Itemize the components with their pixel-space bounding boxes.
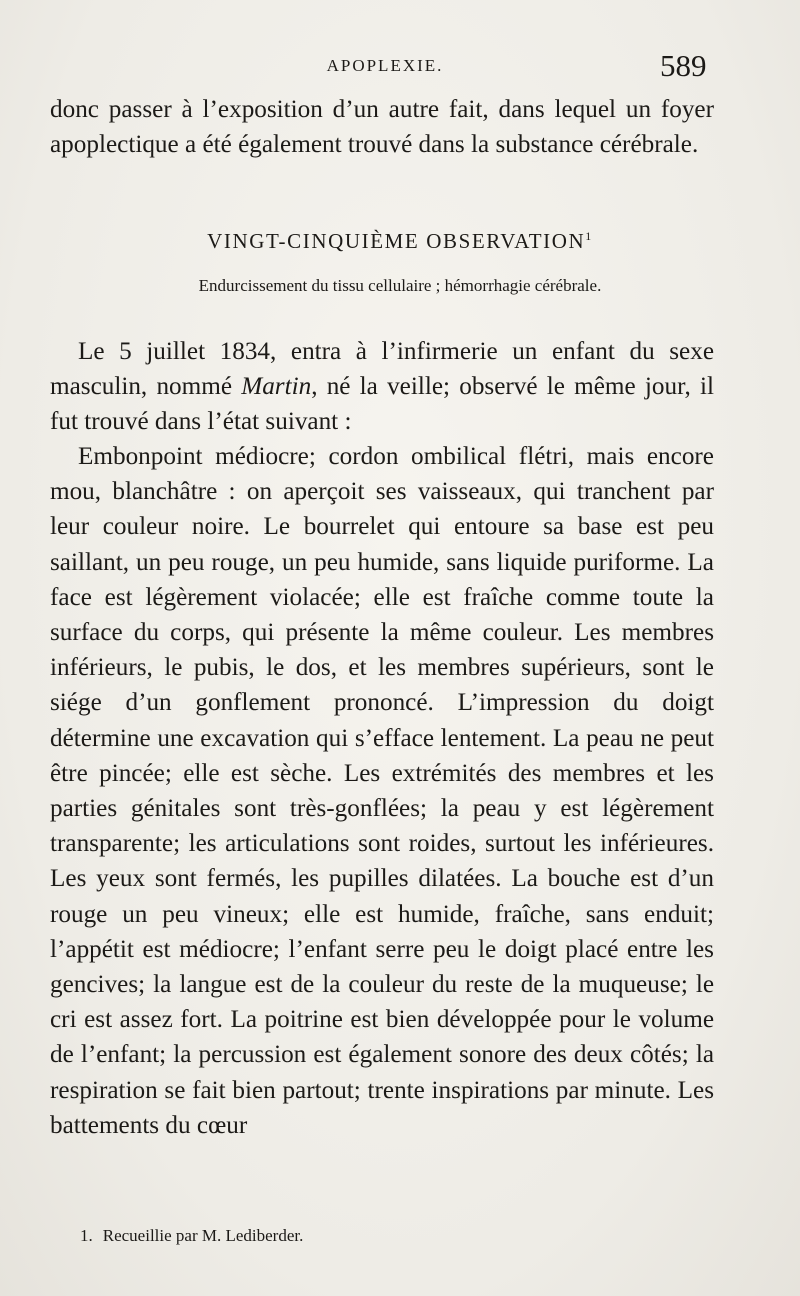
page-number: 589	[660, 48, 707, 83]
case-opening-text: Le 5 juillet 1834, entra à l’infirmerie un enfant du sexe masculin, nommé	[50, 338, 714, 401]
observation-title: VINGT-CINQUIÈME OBSERVATION	[207, 229, 586, 253]
footnote	[80, 1226, 303, 1246]
case-opening-continuation: , né la veille; observé le même jour, il fut trouvé dans l’état suivant :	[50, 373, 714, 436]
running-title: APOPLEXIE.	[326, 56, 444, 75]
footnote-reference: 1	[585, 229, 593, 243]
intro-paragraph: donc passer à l’exposition d’un autre fait, dans lequel un foyer apoplectique a été également trouvé dans la substance cérébrale.	[50, 96, 714, 159]
footnote-text: Recueillie par M. Lediberder.	[102, 1226, 304, 1245]
case-opening-paragraph	[50, 334, 714, 440]
patient-name: Martin	[241, 373, 312, 401]
footnote-marker: 1.	[80, 1226, 93, 1245]
running-head	[0, 48, 800, 88]
observation-heading	[0, 229, 800, 254]
observation-subtitle: Endurcissement du tissu cellulaire ; hémorrhagie cérébrale.	[198, 276, 602, 295]
examination-paragraph: Embonpoint médiocre; cordon ombilical flétri, mais encore mou, blanchâtre : on aperçoit ses vaisseaux, qui tranchent par leur couleur noire. Le bourrelet qui entoure sa base est peu saillant, un peu rouge, un peu humide, sans liquide puriforme. La face est légèrement violacée; elle est fraîche comme toute la surface du corps, qui présente la même couleur. Les membres inférieurs, le pubis, le dos, et les membres supérieurs, sont le siége d’un gonflement prononcé. L’impression du doigt détermine une excavation qui s’efface lentement. La peau ne peut être pincée; elle est sèche. Les extrémités des membres et les parties génitales sont très-gonflées; la peau y est légèrement transparente; les articulations sont roides, surtout les inférieures. Les yeux sont fermés, les pupilles dilatées. La bouche est d’un rouge un peu vineux; elle est humide, fraîche, sans enduit; l’appétit est médiocre; l’enfant serre peu le doigt placé entre les gencives; la langue est de la couleur du reste de la muqueuse; le cri est assez fort. La poitrine est bien développée pour le volume de l’enfant; la percussion est également sonore des deux côtés; la respiration se fait bien partout; trente inspirations par minute. Les battements du cœur	[50, 443, 714, 1139]
